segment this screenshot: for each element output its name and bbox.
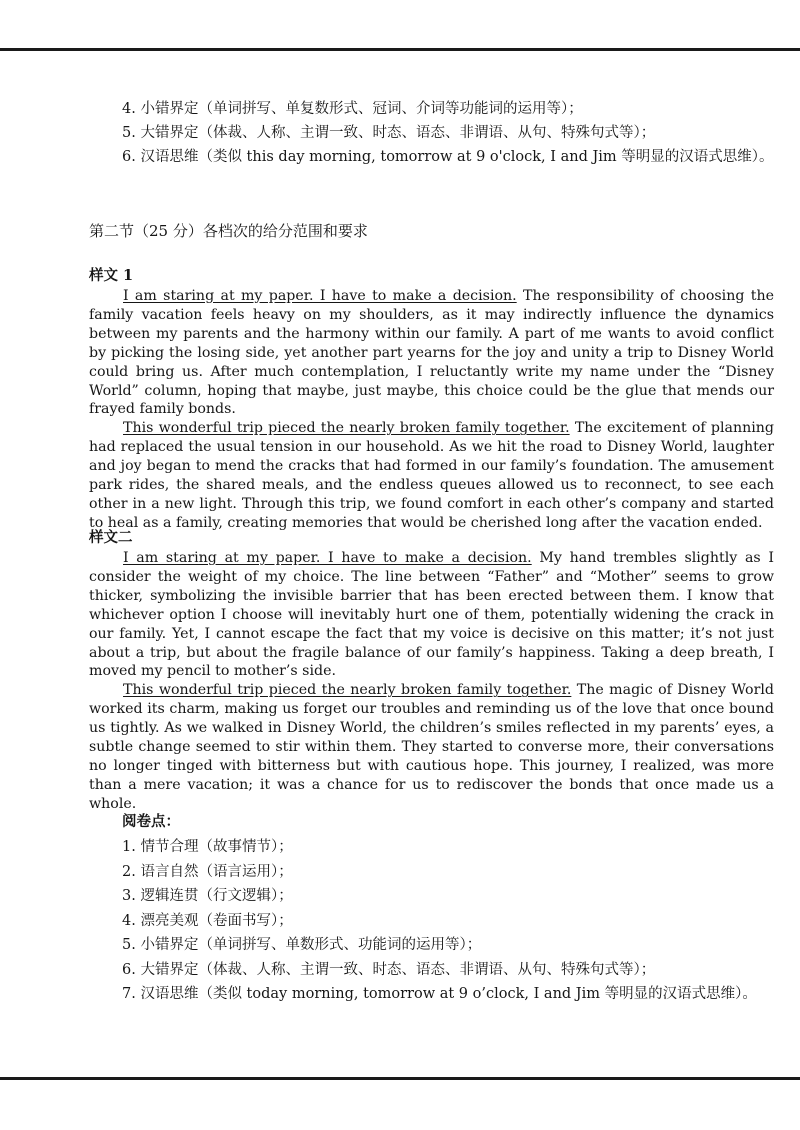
list-item-text: 语言自然（语言运用）； xyxy=(140,863,293,880)
list-item xyxy=(122,909,757,934)
sample-2-paragraph-1 xyxy=(89,549,774,681)
list-item-number: 5. xyxy=(122,937,136,953)
opening-sentence: This wonderful trip pieced the nearly broken family together. xyxy=(123,420,570,437)
list-item xyxy=(122,933,757,958)
list-item-text: 逻辑连贯（行文逻辑）； xyxy=(140,888,293,904)
sample-1-paragraph-2 xyxy=(89,419,774,532)
list-item xyxy=(122,145,774,169)
paragraph-body: The excitement of planning had replaced the usual tension in our household. As we hit the road to Disney World, laughter and joy began to mend the cracks that had formed in our family’s foundation. The amusement park rides, the shared meals, and the endless queues allowed us to reconnect, to see each other in a new light. Through this trip, we found comfort in each other’s company and started to heal as a family, creating memories that would be cherished long after the vacation ended. xyxy=(89,420,774,531)
top-rule xyxy=(0,48,800,51)
list-item xyxy=(122,97,774,121)
list-item-number: 4. xyxy=(122,101,136,117)
opening-sentence: I am staring at my paper. I have to make a decision. xyxy=(123,550,532,566)
opening-sentence: I am staring at my paper. I have to make a decision. xyxy=(123,288,517,304)
list-item-number: 7. xyxy=(122,986,136,1002)
list-item-text: 漂亮美观（卷面书写）； xyxy=(140,912,293,929)
opening-sentence: This wonderful trip pieced the nearly broken family together. xyxy=(123,682,572,699)
list-item-number: 6. xyxy=(122,149,136,165)
list-item xyxy=(122,835,757,860)
criteria-list-top xyxy=(122,97,774,169)
list-item-text: 小错界定（单词拼写、单复数形式、冠词、介词等功能词的运用等）； xyxy=(140,101,583,117)
sample-essay-1 xyxy=(89,266,774,533)
paragraph-body: The responsibility of choosing the family vacation feels heavy on my shoulders, as it may indirectly influence the dynamics between my parents and the harmony within our family. A part of me wants to avoid conflict by picking the losing side, yet another part yearns for the joy and unity a trip to Disney World could bring us. After much contemplation, I reluctantly write my name under the “Disney World” column, hoping that maybe, just maybe, this choice could be the glue that mends our frayed family bonds. xyxy=(89,288,774,418)
list-item xyxy=(122,121,774,145)
sample-2-paragraph-2 xyxy=(89,681,774,813)
list-item-number: 3. xyxy=(122,888,136,904)
bottom-rule xyxy=(0,1077,800,1080)
section-heading: 第二节（25 分）各档次的给分范围和要求 xyxy=(89,222,368,240)
list-item-text: 汉语思维（类似 today morning, tomorrow at 9 o’clock, I and Jim 等明显的汉语式思维）。 xyxy=(140,986,757,1002)
sample-1-paragraph-1 xyxy=(89,287,774,419)
list-item-number: 1. xyxy=(122,839,136,855)
review-points-list xyxy=(122,835,757,1007)
sample-1-title: 样文 1 xyxy=(89,267,134,284)
sample-essay-2 xyxy=(89,528,774,814)
list-item xyxy=(122,958,757,983)
list-item-number: 2. xyxy=(122,863,136,880)
review-points-title: 阅卷点： xyxy=(122,813,180,830)
list-item-number: 4. xyxy=(122,912,136,929)
list-item xyxy=(122,982,757,1007)
list-item-text: 汉语思维（类似 this day morning, tomorrow at 9 o'clock, I and Jim 等明显的汉语式思维）。 xyxy=(140,149,774,165)
list-item-text: 小错界定（单词拼写、单数形式、功能词的运用等）； xyxy=(140,937,482,953)
list-item-number: 6. xyxy=(122,961,136,978)
paragraph-body: The magic of Disney World worked its charm, making us forget our troubles and reminding us of the love that once bound us tightly. As we walked in Disney World, the children’s smiles reflected in my parents’ eyes, a subtle change seemed to stir within them. They started to converse more, their conversations no longer tinged with bitterness but with cautious hope. This journey, I realized, was more than a mere vacation; it was a chance for us to rediscover the bonds that once made us a whole. xyxy=(89,682,774,812)
list-item xyxy=(122,860,757,885)
list-item-number: 5. xyxy=(122,125,136,141)
sample-2-title: 样文二 xyxy=(89,529,133,546)
list-item-text: 大错界定（体裁、人称、主谓一致、时态、语态、非谓语、从句、特殊句式等）； xyxy=(140,125,656,141)
paragraph-body: My hand trembles slightly as I consider the weight of my choice. The line between “Father” and “Mother” seems to grow thicker, symbolizing the invisible barrier that has been erected between them. I know that whichever option I choose will inevitably hurt one of them, potentially widening the crack in our family. Yet, I cannot escape the fact that my voice is decisive on this matter; it’s not just about a trip, but about the fragile balance of our family’s happiness. Taking a deep breath, I moved my pencil to mother’s side. xyxy=(89,550,775,680)
list-item-text: 情节合理（故事情节）； xyxy=(140,839,293,855)
list-item-text: 大错界定（体裁、人称、主谓一致、时态、语态、非谓语、从句、特殊句式等）； xyxy=(140,961,656,978)
list-item xyxy=(122,884,757,909)
